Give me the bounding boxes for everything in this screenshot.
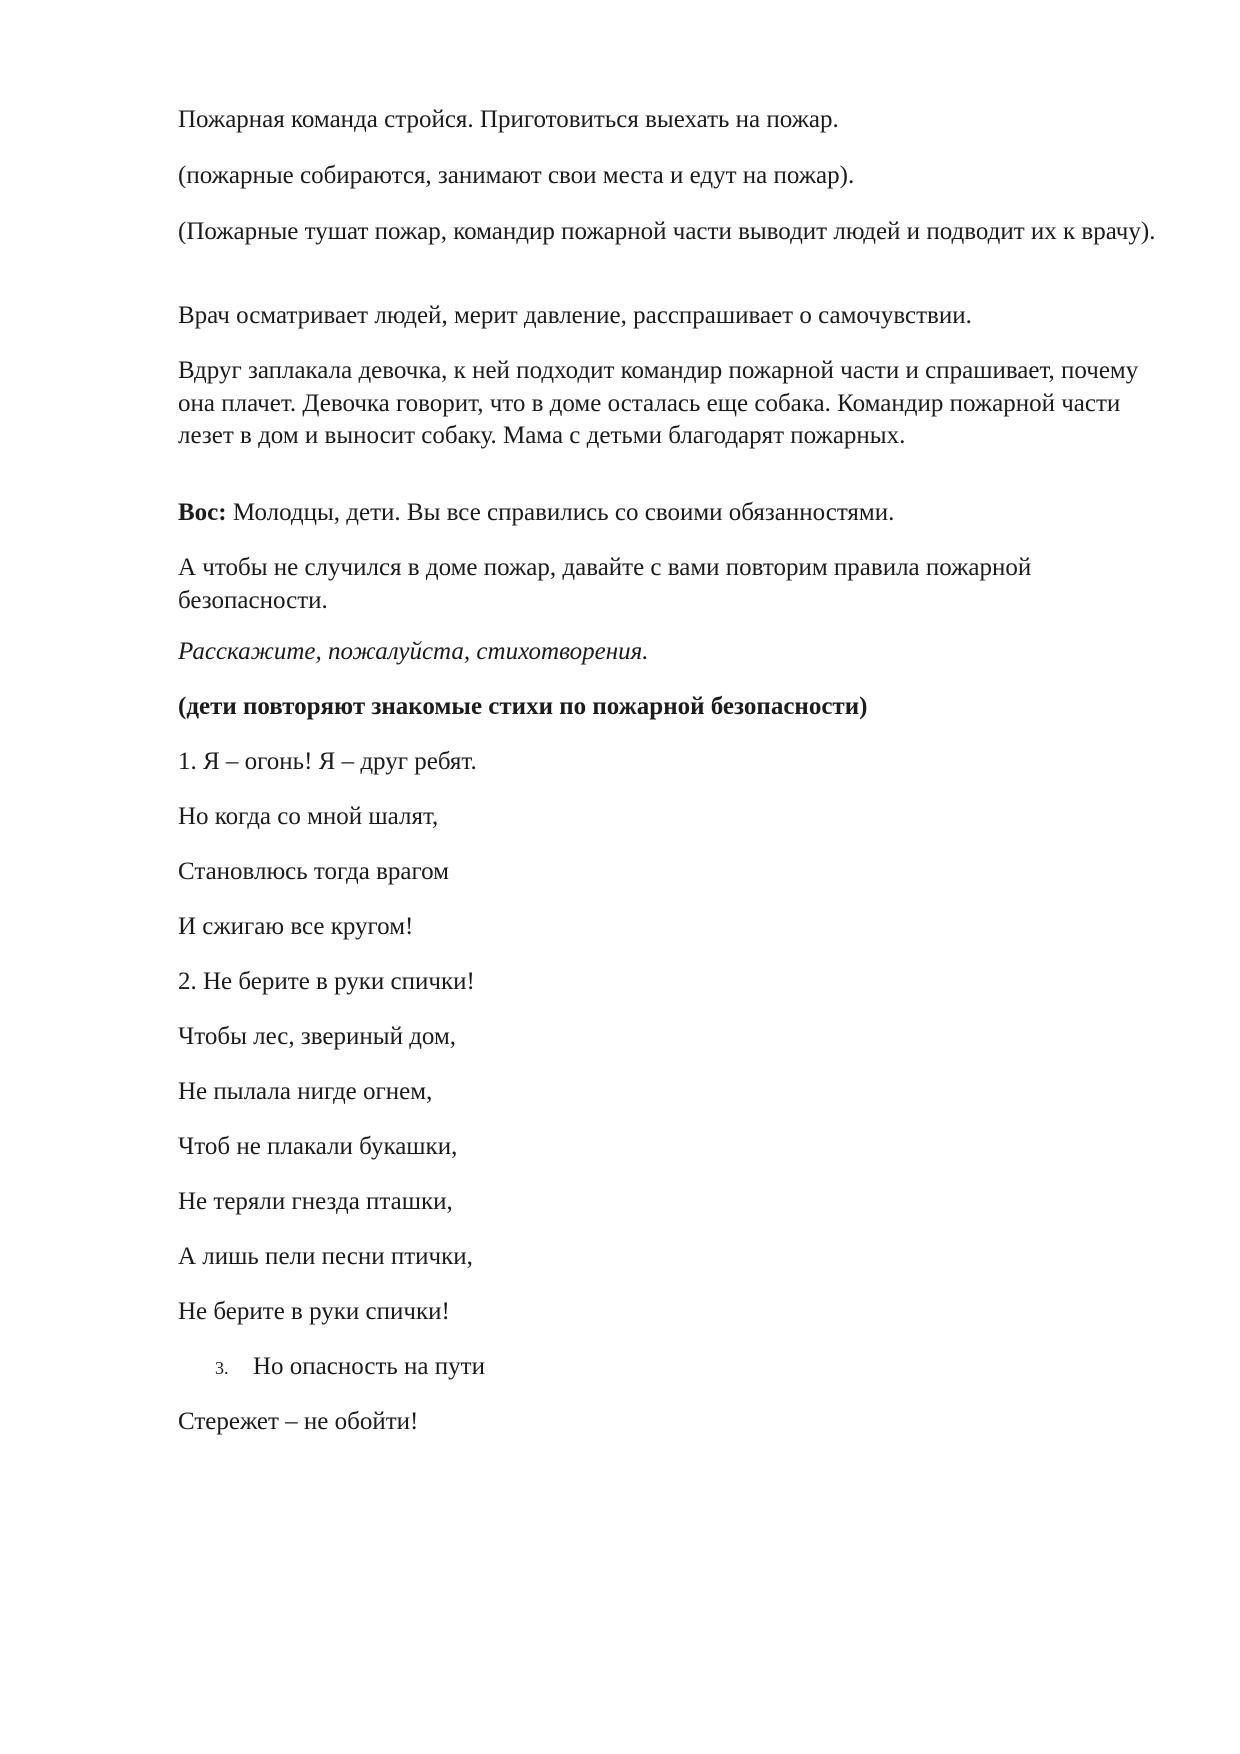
bold-instruction: (дети повторяют знакомые стихи по пожарной безопасности): [178, 693, 868, 720]
poem-line-text: Но опасность на пути: [253, 1353, 485, 1380]
poem-line: Не берите в руки спички!: [178, 1298, 450, 1325]
speaker-label: Вос:: [178, 499, 227, 526]
paragraph-command: Пожарная команда стройся. Приготовиться выехать на пожар.: [178, 106, 839, 133]
poem-line: 2. Не берите в руки спички!: [178, 968, 475, 995]
list-number: 3.: [215, 1358, 229, 1378]
poem-line: Чтобы лес, звериный дом,: [178, 1023, 457, 1050]
poem-line: Становлюсь тогда врагом: [178, 858, 449, 885]
paragraph-firefighters-extinguish: (Пожарные тушат пожар, командир пожарной части выводит людей и подводит их к врачу).: [178, 218, 1156, 245]
poem-line: Но когда со мной шалят,: [178, 803, 439, 830]
paragraph-girl-cries: Вдруг заплакала девочка, к ней подходит командир пожарной части и спрашивает, почему она плачет. Девочка говорит, что в доме осталась еще собака. Командир пожарной части лезет в дом и выносит собаку. Мама с детьми благодарят пожарных.: [178, 357, 1139, 449]
paragraph-firefighters-gather: (пожарные собираются, занимают свои места и едут на пожар).: [178, 162, 855, 189]
poem-line: И сжигаю все кругом!: [178, 913, 414, 940]
paragraph-fire-safety-rules: А чтобы не случился в доме пожар, давайте с вами повторим правила пожарной безопасности.: [178, 554, 1032, 614]
poem-line: А лишь пели песни птички,: [178, 1243, 473, 1270]
poem-line: Чтоб не плакали букашки,: [178, 1133, 458, 1160]
poem-line: 1. Я – огонь! Я – друг ребят.: [178, 748, 477, 775]
paragraph-recite-poems: Расскажите, пожалуйста, стихотворения.: [178, 638, 649, 665]
poem-line: Не пылала нигде огнем,: [178, 1078, 433, 1105]
paragraph-teacher-praise: [178, 497, 1158, 530]
paragraph-children-repeat: [178, 691, 1158, 724]
poem-line-numbered: [215, 1351, 1195, 1385]
poem-line: Не теряли гнезда пташки,: [178, 1188, 453, 1215]
paragraph-doctor: Врач осматривает людей, мерит давление, расспрашивает о самочувствии.: [178, 302, 972, 329]
poem-line: Стережет – не обойти!: [178, 1408, 419, 1435]
speaker-text: Молодцы, дети. Вы все справились со своими обязанностями.: [226, 499, 895, 526]
